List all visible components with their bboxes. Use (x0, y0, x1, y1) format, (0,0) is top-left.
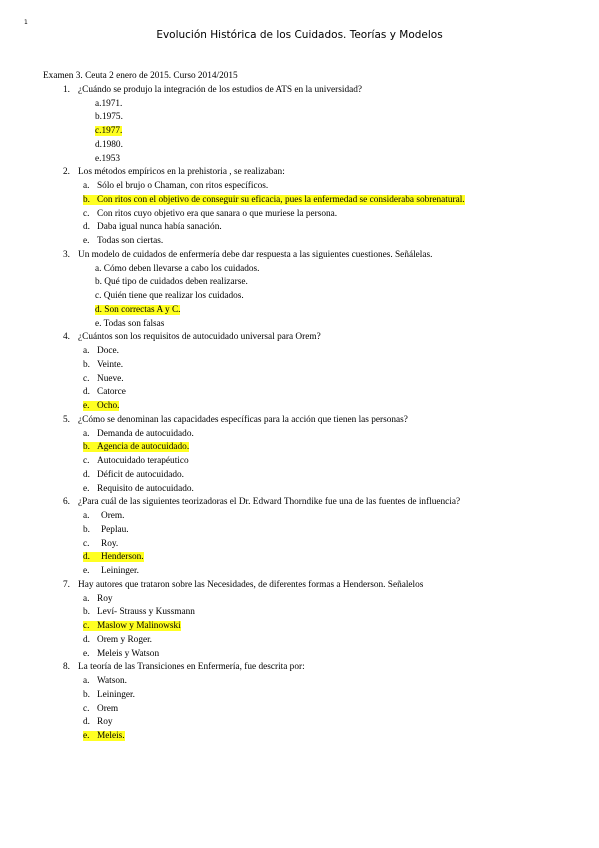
correct-answer-highlight (95, 126, 122, 136)
option-text: Henderson. (101, 552, 144, 563)
option-text: Meleis. (97, 731, 125, 741)
answer-option (43, 703, 559, 717)
option-letter: c. (83, 621, 90, 631)
option-letter: d. (83, 634, 90, 645)
option-letter: c. (83, 208, 90, 219)
option-letter: a. (83, 428, 90, 439)
answer-option (43, 593, 559, 607)
option-letter: a. (95, 263, 104, 274)
answer-text (83, 236, 163, 246)
option-letter: e. (83, 648, 90, 659)
option-letter: a. (83, 346, 90, 356)
answer-text (95, 264, 259, 274)
answer-option (43, 730, 559, 744)
answer-text (83, 346, 119, 356)
question-number: 4. (63, 332, 70, 343)
answer-option (43, 290, 559, 304)
answer-text (95, 112, 123, 122)
option-text: Sólo el brujo o Chaman, con ritos específicos. (97, 181, 269, 191)
option-letter: e. (95, 318, 104, 329)
answer-option (43, 98, 559, 112)
option-text: Catorce (97, 387, 126, 398)
answer-text (95, 99, 122, 109)
question (43, 331, 559, 345)
option-text: Orem y Roger. (97, 634, 152, 645)
option-letter: d. (83, 222, 90, 233)
question-text: ¿Cuándo se produjo la integración de los estudios de ATS en la universidad? (78, 84, 363, 95)
option-text: Daba igual nunca había sanación. (97, 222, 222, 233)
correct-answer-highlight (83, 401, 119, 411)
answer-option (43, 400, 559, 414)
answer-option (43, 648, 559, 662)
answer-option (43, 510, 559, 524)
question-text: Hay autores que trataron sobre las Necesidades, de diferentes formas a Henderson. Señalelos (78, 579, 424, 590)
option-text: Cómo deben llevarse a cabo los cuidados. (103, 263, 260, 274)
option-letter: b. (95, 277, 105, 288)
option-text: Veinte. (97, 359, 124, 370)
option-letter: b. (83, 607, 90, 618)
answer-option (43, 208, 559, 222)
option-text: Nueve. (97, 373, 124, 384)
option-letter: e. (83, 401, 90, 411)
option-text: 1975. (101, 112, 123, 123)
answer-option (43, 689, 559, 703)
answer-text (83, 566, 139, 576)
option-text: 1953 (101, 153, 121, 164)
correct-answer-highlight (83, 442, 189, 452)
correct-answer-highlight (83, 552, 144, 562)
answer-option (43, 359, 559, 373)
option-letter: a. (83, 676, 90, 686)
answer-text (83, 649, 159, 659)
answer-text (95, 291, 244, 301)
option-letter: e. (83, 483, 90, 494)
question-number: 1. (63, 84, 70, 95)
answer-text (83, 511, 125, 521)
question-number: 5. (63, 414, 70, 425)
correct-answer-highlight (83, 621, 181, 631)
correct-answer-highlight (83, 731, 125, 741)
answer-option (43, 524, 559, 538)
option-letter: d. (83, 717, 90, 728)
question-text: Un modelo de cuidados de enfermería debe dar respuesta a las siguientes cuestiones. Señálelas. (78, 249, 433, 260)
answer-text (83, 374, 124, 384)
option-letter: b. (83, 524, 90, 535)
option-text: Orem (97, 703, 119, 714)
question (43, 249, 559, 263)
page-number: 1 (24, 19, 28, 26)
answer-option (43, 235, 559, 249)
option-text: Watson. (97, 676, 127, 686)
option-letter: e. (83, 236, 90, 246)
option-letter: b. (95, 112, 102, 123)
answer-option (43, 139, 559, 153)
answer-text (83, 209, 337, 219)
option-text: Roy (97, 717, 113, 728)
question (43, 579, 559, 593)
option-letter: d. (83, 469, 90, 480)
option-text: Meleis y Watson (97, 648, 160, 659)
answer-option (43, 276, 559, 290)
answer-text (95, 319, 164, 329)
answer-option (43, 483, 559, 497)
option-text: Con ritos con el objetivo de conseguir su eficacia, pues la enfermedad se consideraba sobrenatural. (97, 194, 465, 205)
answer-option (43, 386, 559, 400)
question (43, 84, 559, 98)
question-text: ¿Cómo se denominan las capacidades específicas para la acción que tienen las personas? (78, 414, 408, 425)
question (43, 661, 559, 675)
option-text: Orem. (101, 511, 125, 521)
option-text: Agencia de autocuidado. (97, 442, 190, 453)
question (43, 166, 559, 180)
answer-text (83, 360, 123, 370)
answer-option (43, 180, 559, 194)
exam-header: Examen 3. Ceuta 2 enero de 2015. Curso 2014/2015 (43, 71, 238, 81)
question-text: Los métodos empíricos en la prehistoria , se realizaban: (78, 167, 285, 178)
answer-text (83, 222, 222, 232)
option-letter: e. (83, 731, 90, 741)
option-text: Todas son falsas (103, 318, 165, 329)
answer-option (43, 538, 559, 552)
option-text: Quién tiene que realizar los cuidados. (103, 291, 244, 301)
question (43, 496, 559, 510)
option-text: Ocho. (97, 401, 120, 411)
answer-option (43, 565, 559, 579)
answer-text (83, 676, 127, 686)
option-letter: c. (83, 703, 90, 714)
answer-option (43, 153, 559, 167)
question-number: 2. (63, 167, 70, 178)
answer-text (83, 387, 126, 397)
answer-option (43, 304, 559, 318)
question (43, 414, 559, 428)
option-text: Autocuidado terapéutico (97, 456, 189, 466)
answer-option (43, 318, 559, 332)
option-text: Qué tipo de cuidados deben realizarse. (104, 277, 248, 288)
option-letter: a. (95, 98, 102, 109)
answer-option (43, 441, 559, 455)
answer-text (83, 607, 195, 617)
option-letter: c. (83, 456, 90, 466)
answer-text (83, 594, 113, 604)
answer-text (83, 704, 118, 714)
option-letter: a. (83, 511, 90, 521)
option-letter: a. (83, 181, 90, 191)
option-letter: b. (83, 359, 90, 370)
option-letter: a. (83, 593, 90, 604)
answer-text (83, 456, 189, 466)
option-letter: c. (83, 538, 90, 549)
answer-option (43, 634, 559, 648)
answer-option (43, 111, 559, 125)
option-text: 1980. (101, 139, 123, 150)
option-text: Déficit de autocuidado. (97, 469, 184, 480)
answer-text (83, 690, 135, 700)
answer-option (43, 455, 559, 469)
option-letter: c. (95, 291, 104, 301)
question-number: 6. (63, 497, 70, 508)
answer-text (95, 140, 123, 150)
question-list (43, 84, 559, 744)
option-letter: d. (83, 387, 90, 398)
option-letter: b. (83, 689, 90, 700)
answer-text (83, 635, 152, 645)
answer-text (95, 154, 120, 164)
correct-answer-highlight (95, 305, 180, 315)
answer-text (95, 277, 248, 287)
answer-option (43, 194, 559, 208)
answer-option (43, 373, 559, 387)
answer-text (83, 539, 118, 549)
option-letter: e. (95, 153, 102, 164)
question-text: ¿Cuántos son los requisitos de autocuidado universal para Orem? (78, 332, 321, 343)
answer-option (43, 345, 559, 359)
question-text: ¿Para cuál de las siguientes teorizadoras el Dr. Edward Thorndike fue una de las fuentes de influencia? (78, 497, 461, 508)
answer-text (83, 181, 268, 191)
option-text: Peplau. (101, 524, 129, 535)
option-text: 1971. (101, 98, 123, 109)
answer-option (43, 675, 559, 689)
answer-text (83, 525, 129, 535)
question-text: La teoría de las Transiciones en Enfermería, fue descrita por: (78, 662, 305, 673)
option-letter: d. (95, 139, 102, 150)
answer-option (43, 125, 559, 139)
option-letter: b. (83, 194, 90, 205)
correct-answer-highlight (83, 195, 465, 205)
answer-option (43, 606, 559, 620)
question-number: 3. (63, 249, 70, 260)
option-text: Leininger. (101, 566, 139, 576)
option-text: Maslow y Malinowski (97, 621, 181, 631)
answer-text (83, 429, 194, 439)
document-title: Evolución Histórica de los Cuidados. Teorías y Modelos (156, 29, 443, 41)
option-letter: d. (95, 304, 105, 315)
option-letter: c. (95, 126, 102, 136)
option-text: 1977. (101, 126, 123, 136)
answer-option (43, 620, 559, 634)
option-letter: c. (83, 373, 90, 384)
answer-text (83, 470, 184, 480)
answer-text (83, 484, 194, 494)
answer-option (43, 428, 559, 442)
option-text: Leví- Strauss y Kussmann (97, 607, 195, 618)
option-letter: e. (83, 566, 90, 576)
question-number: 8. (63, 662, 70, 673)
answer-option (43, 263, 559, 277)
exam-body (43, 70, 559, 744)
option-text: Demanda de autocuidado. (97, 428, 194, 439)
option-text: Son correctas A y C. (104, 304, 181, 315)
option-text: Todas son ciertas. (97, 236, 164, 246)
answer-option (43, 716, 559, 730)
option-letter: b. (83, 442, 90, 453)
option-text: Requisito de autocuidado. (97, 483, 194, 494)
option-text: Con ritos cuyo objetivo era que sanara o que muriese la persona. (97, 208, 338, 219)
answer-option (43, 221, 559, 235)
option-text: Doce. (97, 346, 119, 356)
answer-option (43, 551, 559, 565)
option-letter: d. (83, 552, 90, 563)
question-number: 7. (63, 579, 70, 590)
answer-text (83, 717, 113, 727)
option-text: Roy. (101, 538, 119, 549)
option-text: Leininger. (97, 689, 135, 700)
answer-option (43, 469, 559, 483)
option-text: Roy (97, 593, 113, 604)
